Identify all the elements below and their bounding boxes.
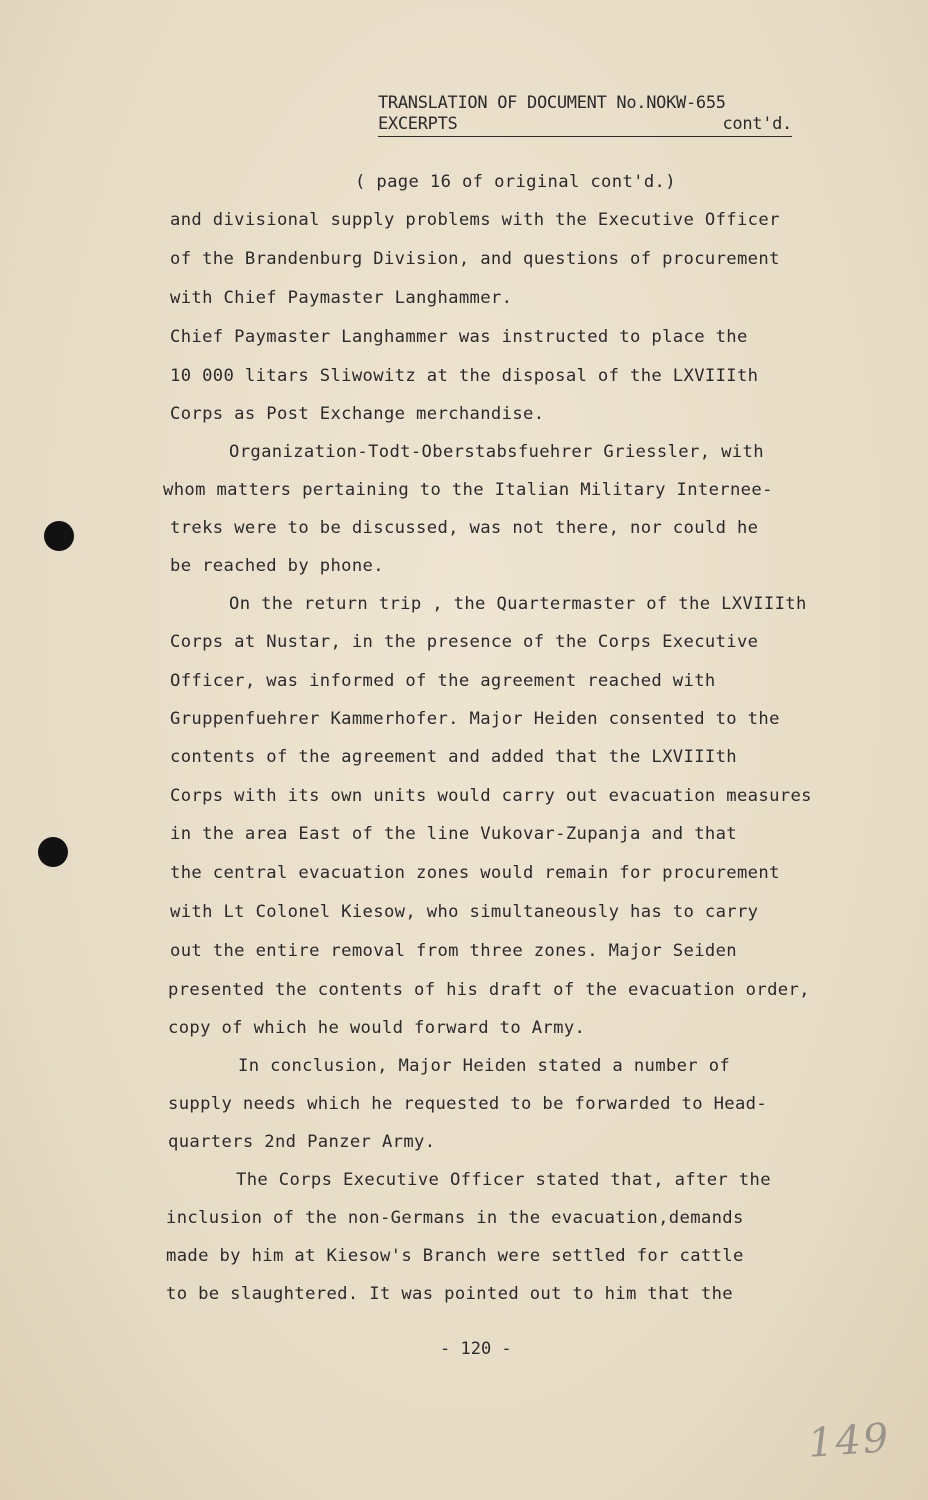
text-line: be reached by phone. [170, 556, 384, 576]
text-line: quarters 2nd Panzer Army. [168, 1132, 436, 1152]
text-line: with Chief Paymaster Langhammer. [170, 288, 513, 308]
text-line: In conclusion, Major Heiden stated a number of [238, 1056, 731, 1076]
text-line: of the Brandenburg Division, and questions of procurement [170, 249, 780, 269]
punch-hole [44, 521, 74, 551]
header-excerpts: EXCERPTS [378, 114, 458, 134]
text-line: with Lt Colonel Kiesow, who simultaneously has to carry [170, 902, 759, 922]
text-line: Corps with its own units would carry out evacuation measures [170, 786, 812, 806]
text-line: and divisional supply problems with the Executive Officer [170, 210, 780, 230]
header-continued: cont'd. [722, 114, 792, 134]
text-line: Gruppenfuehrer Kammerhofer. Major Heiden consented to the [170, 709, 780, 729]
text-line: The Corps Executive Officer stated that, after the [236, 1170, 771, 1190]
document-header [378, 93, 798, 137]
text-line: Corps as Post Exchange merchandise. [170, 404, 545, 424]
text-line: copy of which he would forward to Army. [168, 1018, 586, 1038]
text-line: treks were to be discussed, was not there, nor could he [170, 518, 759, 538]
page-number: - 120 - [440, 1339, 512, 1359]
text-line: Chief Paymaster Langhammer was instructed to place the [170, 327, 748, 347]
text-line: Officer, was informed of the agreement reached with [170, 671, 716, 691]
text-line: contents of the agreement and added that the LXVIIIth [170, 747, 737, 767]
text-line: 10 000 litars Sliwowitz at the disposal of the LXVIIIth [170, 366, 759, 386]
page-reference: ( page 16 of original cont'd.) [355, 172, 676, 192]
text-line: presented the contents of his draft of the evacuation order, [168, 980, 810, 1000]
handwritten-folio-number: 149 [806, 1415, 892, 1467]
text-line: in the area East of the line Vukovar-Zupanja and that [170, 824, 737, 844]
text-line: the central evacuation zones would remain for procurement [170, 863, 780, 883]
text-line: On the return trip , the Quartermaster of the LXVIIIth [229, 594, 807, 614]
text-line: inclusion of the non-Germans in the evacuation,demands [166, 1208, 744, 1228]
text-line: to be slaughtered. It was pointed out to him that the [166, 1284, 733, 1304]
text-line: Organization-Todt-Oberstabsfuehrer Griessler, with [229, 442, 764, 462]
text-line: made by him at Kiesow's Branch were settled for cattle [166, 1246, 744, 1266]
header-subtitle-row [378, 114, 792, 137]
header-title: TRANSLATION OF DOCUMENT No.NOKW-655 [378, 93, 726, 113]
text-line: Corps at Nustar, in the presence of the Corps Executive [170, 632, 759, 652]
text-line: out the entire removal from three zones. Major Seiden [170, 941, 737, 961]
text-line: whom matters pertaining to the Italian Military Internee- [163, 480, 773, 500]
punch-hole [38, 837, 68, 867]
text-line: supply needs which he requested to be forwarded to Head- [168, 1094, 768, 1114]
